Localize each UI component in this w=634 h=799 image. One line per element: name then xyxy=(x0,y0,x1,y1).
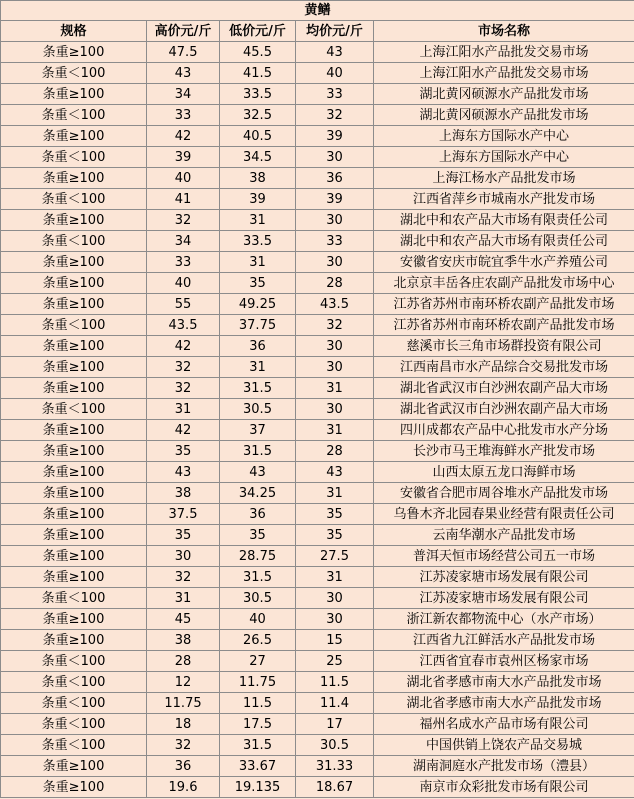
cell-low-price: 35 xyxy=(220,525,296,546)
cell-spec: 条重＜100 xyxy=(1,63,147,84)
cell-market-name: 江苏凌家塘市场发展有限公司 xyxy=(374,588,634,609)
cell-high-price: 35 xyxy=(147,525,220,546)
cell-avg-price: 35 xyxy=(296,525,374,546)
table-row xyxy=(1,399,634,420)
cell-high-price: 43 xyxy=(147,63,220,84)
cell-market-name: 江苏省苏州市南环桥农副产品批发市场 xyxy=(374,315,634,336)
cell-avg-price: 15 xyxy=(296,630,374,651)
table-row xyxy=(1,84,634,105)
cell-avg-price: 31.33 xyxy=(296,756,374,777)
cell-low-price: 19.135 xyxy=(220,777,296,798)
table-row xyxy=(1,735,634,756)
cell-market-name: 普洱天恒市场经营公司五一市场 xyxy=(374,546,634,567)
cell-spec: 条重＜100 xyxy=(1,105,147,126)
cell-high-price: 34 xyxy=(147,231,220,252)
cell-high-price: 41 xyxy=(147,189,220,210)
cell-avg-price: 30 xyxy=(296,252,374,273)
cell-high-price: 31 xyxy=(147,399,220,420)
cell-market-name: 安徽省合肥市周谷堆水产品批发市场 xyxy=(374,483,634,504)
cell-spec: 条重＜100 xyxy=(1,315,147,336)
cell-spec: 条重≥100 xyxy=(1,210,147,231)
cell-avg-price: 30 xyxy=(296,609,374,630)
cell-high-price: 30 xyxy=(147,546,220,567)
cell-avg-price: 30 xyxy=(296,588,374,609)
table-row xyxy=(1,42,634,63)
cell-high-price: 47.5 xyxy=(147,42,220,63)
cell-low-price: 31.5 xyxy=(220,567,296,588)
table-row xyxy=(1,756,634,777)
cell-high-price: 18 xyxy=(147,714,220,735)
cell-market-name: 上海江杨水产品批发市场 xyxy=(374,168,634,189)
cell-spec: 条重＜100 xyxy=(1,231,147,252)
table-row xyxy=(1,294,634,315)
cell-avg-price: 32 xyxy=(296,315,374,336)
cell-low-price: 11.75 xyxy=(220,672,296,693)
cell-high-price: 45 xyxy=(147,609,220,630)
cell-spec: 条重＜100 xyxy=(1,651,147,672)
cell-low-price: 31 xyxy=(220,357,296,378)
cell-market-name: 长沙市马王堆海鲜水产批发市场 xyxy=(374,441,634,462)
cell-spec: 条重≥100 xyxy=(1,168,147,189)
cell-spec: 条重≥100 xyxy=(1,525,147,546)
header-avg-price: 均价元/斤 xyxy=(296,21,374,42)
cell-market-name: 上海东方国际水产中心 xyxy=(374,147,634,168)
cell-market-name: 山西太原五龙口海鲜市场 xyxy=(374,462,634,483)
cell-market-name: 上海江阳水产品批发交易市场 xyxy=(374,42,634,63)
cell-low-price: 33.5 xyxy=(220,84,296,105)
cell-spec: 条重≥100 xyxy=(1,252,147,273)
cell-spec: 条重＜100 xyxy=(1,399,147,420)
cell-high-price: 43.5 xyxy=(147,315,220,336)
cell-high-price: 34 xyxy=(147,84,220,105)
cell-high-price: 32 xyxy=(147,567,220,588)
table-row xyxy=(1,777,634,798)
cell-high-price: 32 xyxy=(147,735,220,756)
table-row xyxy=(1,336,634,357)
cell-market-name: 四川成都农产品中心批发市水产分场 xyxy=(374,420,634,441)
cell-low-price: 31 xyxy=(220,252,296,273)
cell-spec: 条重≥100 xyxy=(1,462,147,483)
cell-high-price: 19.6 xyxy=(147,777,220,798)
cell-high-price: 38 xyxy=(147,630,220,651)
cell-high-price: 32 xyxy=(147,357,220,378)
cell-avg-price: 43 xyxy=(296,462,374,483)
cell-market-name: 湖北中和农产品大市场有限责任公司 xyxy=(374,210,634,231)
cell-high-price: 31 xyxy=(147,588,220,609)
cell-avg-price: 32 xyxy=(296,105,374,126)
cell-spec: 条重≥100 xyxy=(1,126,147,147)
cell-low-price: 33.5 xyxy=(220,231,296,252)
table-row xyxy=(1,210,634,231)
cell-spec: 条重＜100 xyxy=(1,672,147,693)
cell-spec: 条重≥100 xyxy=(1,294,147,315)
cell-high-price: 40 xyxy=(147,273,220,294)
cell-high-price: 33 xyxy=(147,252,220,273)
header-low-price: 低价元/斤 xyxy=(220,21,296,42)
table-row xyxy=(1,63,634,84)
cell-high-price: 55 xyxy=(147,294,220,315)
cell-avg-price: 11.4 xyxy=(296,693,374,714)
table-row xyxy=(1,147,634,168)
cell-high-price: 43 xyxy=(147,462,220,483)
cell-spec: 条重≥100 xyxy=(1,777,147,798)
cell-avg-price: 28 xyxy=(296,441,374,462)
cell-high-price: 32 xyxy=(147,210,220,231)
table-row xyxy=(1,567,634,588)
cell-avg-price: 36 xyxy=(296,168,374,189)
cell-avg-price: 30 xyxy=(296,399,374,420)
cell-spec: 条重≥100 xyxy=(1,630,147,651)
cell-spec: 条重≥100 xyxy=(1,357,147,378)
cell-high-price: 42 xyxy=(147,336,220,357)
cell-avg-price: 33 xyxy=(296,231,374,252)
cell-spec: 条重≥100 xyxy=(1,546,147,567)
cell-high-price: 33 xyxy=(147,105,220,126)
cell-market-name: 江西南昌市水产品综合交易批发市场 xyxy=(374,357,634,378)
cell-low-price: 30.5 xyxy=(220,399,296,420)
table-row xyxy=(1,630,634,651)
cell-low-price: 35 xyxy=(220,273,296,294)
cell-low-price: 43 xyxy=(220,462,296,483)
cell-low-price: 31.5 xyxy=(220,441,296,462)
header-high-price: 高价元/斤 xyxy=(147,21,220,42)
cell-market-name: 乌鲁木齐北园春果业经营有限责任公司 xyxy=(374,504,634,525)
cell-market-name: 湖北省孝感市南大水产品批发市场 xyxy=(374,693,634,714)
cell-market-name: 上海江阳水产品批发交易市场 xyxy=(374,63,634,84)
table-row xyxy=(1,651,634,672)
cell-market-name: 江苏凌家塘市场发展有限公司 xyxy=(374,567,634,588)
cell-low-price: 34.25 xyxy=(220,483,296,504)
table-row xyxy=(1,378,634,399)
cell-low-price: 33.67 xyxy=(220,756,296,777)
cell-spec: 条重≥100 xyxy=(1,42,147,63)
cell-market-name: 湖北中和农产品大市场有限责任公司 xyxy=(374,231,634,252)
cell-spec: 条重＜100 xyxy=(1,693,147,714)
cell-market-name: 湖北省武汉市白沙洲农副产品大市场 xyxy=(374,399,634,420)
cell-avg-price: 33 xyxy=(296,84,374,105)
table-row xyxy=(1,357,634,378)
table-row xyxy=(1,483,634,504)
cell-high-price: 42 xyxy=(147,420,220,441)
cell-high-price: 38 xyxy=(147,483,220,504)
cell-spec: 条重≥100 xyxy=(1,441,147,462)
table-row xyxy=(1,273,634,294)
cell-low-price: 31 xyxy=(220,210,296,231)
cell-avg-price: 31 xyxy=(296,567,374,588)
cell-avg-price: 27.5 xyxy=(296,546,374,567)
cell-low-price: 37 xyxy=(220,420,296,441)
table-row xyxy=(1,609,634,630)
cell-market-name: 云南华潮水产品批发市场 xyxy=(374,525,634,546)
cell-spec: 条重≥100 xyxy=(1,756,147,777)
cell-low-price: 27 xyxy=(220,651,296,672)
table-row xyxy=(1,252,634,273)
cell-avg-price: 30.5 xyxy=(296,735,374,756)
cell-spec: 条重＜100 xyxy=(1,588,147,609)
cell-market-name: 慈溪市长三角市场群投资有限公司 xyxy=(374,336,634,357)
cell-avg-price: 11.5 xyxy=(296,672,374,693)
table-row xyxy=(1,546,634,567)
header-market-name: 市场名称 xyxy=(374,21,634,42)
cell-market-name: 中国供销上饶农产品交易城 xyxy=(374,735,634,756)
cell-low-price: 40 xyxy=(220,609,296,630)
cell-market-name: 江西省九江鲜活水产品批发市场 xyxy=(374,630,634,651)
header-row xyxy=(1,21,634,42)
table-row xyxy=(1,588,634,609)
table-title: 黄鳝 xyxy=(1,1,634,21)
cell-low-price: 38 xyxy=(220,168,296,189)
cell-high-price: 42 xyxy=(147,126,220,147)
header-spec: 规格 xyxy=(1,21,147,42)
cell-spec: 条重＜100 xyxy=(1,147,147,168)
table-row xyxy=(1,672,634,693)
cell-market-name: 安徽省安庆市皖宜季牛水产养殖公司 xyxy=(374,252,634,273)
cell-high-price: 40 xyxy=(147,168,220,189)
cell-spec: 条重≥100 xyxy=(1,273,147,294)
cell-avg-price: 40 xyxy=(296,63,374,84)
cell-spec: 条重≥100 xyxy=(1,336,147,357)
cell-high-price: 32 xyxy=(147,378,220,399)
cell-avg-price: 31 xyxy=(296,378,374,399)
cell-avg-price: 30 xyxy=(296,357,374,378)
cell-high-price: 35 xyxy=(147,441,220,462)
cell-market-name: 福州名成水产品市场有限公司 xyxy=(374,714,634,735)
cell-market-name: 南京市众彩批发市场有限公司 xyxy=(374,777,634,798)
cell-spec: 条重≥100 xyxy=(1,378,147,399)
cell-avg-price: 18.67 xyxy=(296,777,374,798)
cell-market-name: 江西省宜春市袁州区杨家市场 xyxy=(374,651,634,672)
table-row xyxy=(1,714,634,735)
cell-low-price: 28.75 xyxy=(220,546,296,567)
cell-avg-price: 39 xyxy=(296,189,374,210)
cell-spec: 条重≥100 xyxy=(1,420,147,441)
cell-low-price: 41.5 xyxy=(220,63,296,84)
cell-spec: 条重≥100 xyxy=(1,504,147,525)
title-row xyxy=(1,1,634,21)
table-row xyxy=(1,231,634,252)
table-body xyxy=(1,42,634,798)
cell-low-price: 26.5 xyxy=(220,630,296,651)
cell-spec: 条重≥100 xyxy=(1,567,147,588)
table-row xyxy=(1,504,634,525)
cell-low-price: 37.75 xyxy=(220,315,296,336)
cell-low-price: 45.5 xyxy=(220,42,296,63)
table-row xyxy=(1,315,634,336)
cell-high-price: 37.5 xyxy=(147,504,220,525)
cell-low-price: 31.5 xyxy=(220,735,296,756)
cell-avg-price: 30 xyxy=(296,336,374,357)
cell-spec: 条重≥100 xyxy=(1,483,147,504)
table-row xyxy=(1,105,634,126)
table-row xyxy=(1,126,634,147)
cell-low-price: 17.5 xyxy=(220,714,296,735)
cell-market-name: 浙江新农都物流中心（水产市场） xyxy=(374,609,634,630)
cell-avg-price: 43 xyxy=(296,42,374,63)
cell-spec: 条重＜100 xyxy=(1,189,147,210)
cell-spec: 条重≥100 xyxy=(1,609,147,630)
cell-market-name: 江西省萍乡市城南水产批发市场 xyxy=(374,189,634,210)
table-row xyxy=(1,168,634,189)
cell-spec: 条重≥100 xyxy=(1,84,147,105)
cell-low-price: 49.25 xyxy=(220,294,296,315)
table-row xyxy=(1,693,634,714)
cell-market-name: 湖北黄冈硕源水产品批发市场 xyxy=(374,105,634,126)
cell-high-price: 12 xyxy=(147,672,220,693)
table-row xyxy=(1,525,634,546)
cell-avg-price: 31 xyxy=(296,420,374,441)
cell-market-name: 北京京丰岳各庄农副产品批发市场中心 xyxy=(374,273,634,294)
cell-avg-price: 25 xyxy=(296,651,374,672)
cell-high-price: 28 xyxy=(147,651,220,672)
cell-avg-price: 30 xyxy=(296,210,374,231)
table-row xyxy=(1,462,634,483)
cell-spec: 条重＜100 xyxy=(1,714,147,735)
table-row xyxy=(1,189,634,210)
cell-avg-price: 28 xyxy=(296,273,374,294)
table-row xyxy=(1,441,634,462)
cell-avg-price: 35 xyxy=(296,504,374,525)
cell-market-name: 湖南洞庭水产批发市场（澧县） xyxy=(374,756,634,777)
cell-spec: 条重＜100 xyxy=(1,735,147,756)
cell-avg-price: 43.5 xyxy=(296,294,374,315)
cell-market-name: 上海东方国际水产中心 xyxy=(374,126,634,147)
cell-high-price: 36 xyxy=(147,756,220,777)
cell-low-price: 39 xyxy=(220,189,296,210)
cell-avg-price: 17 xyxy=(296,714,374,735)
cell-low-price: 32.5 xyxy=(220,105,296,126)
cell-avg-price: 31 xyxy=(296,483,374,504)
cell-high-price: 11.75 xyxy=(147,693,220,714)
cell-low-price: 34.5 xyxy=(220,147,296,168)
cell-low-price: 11.5 xyxy=(220,693,296,714)
cell-market-name: 湖北省孝感市南大水产品批发市场 xyxy=(374,672,634,693)
cell-low-price: 31.5 xyxy=(220,378,296,399)
cell-market-name: 湖北省武汉市白沙洲农副产品大市场 xyxy=(374,378,634,399)
table-row xyxy=(1,420,634,441)
cell-low-price: 30.5 xyxy=(220,588,296,609)
cell-market-name: 江苏省苏州市南环桥农副产品批发市场 xyxy=(374,294,634,315)
cell-avg-price: 39 xyxy=(296,126,374,147)
cell-high-price: 39 xyxy=(147,147,220,168)
cell-avg-price: 30 xyxy=(296,147,374,168)
cell-market-name: 湖北黄冈硕源水产品批发市场 xyxy=(374,84,634,105)
cell-low-price: 40.5 xyxy=(220,126,296,147)
cell-low-price: 36 xyxy=(220,336,296,357)
cell-low-price: 36 xyxy=(220,504,296,525)
